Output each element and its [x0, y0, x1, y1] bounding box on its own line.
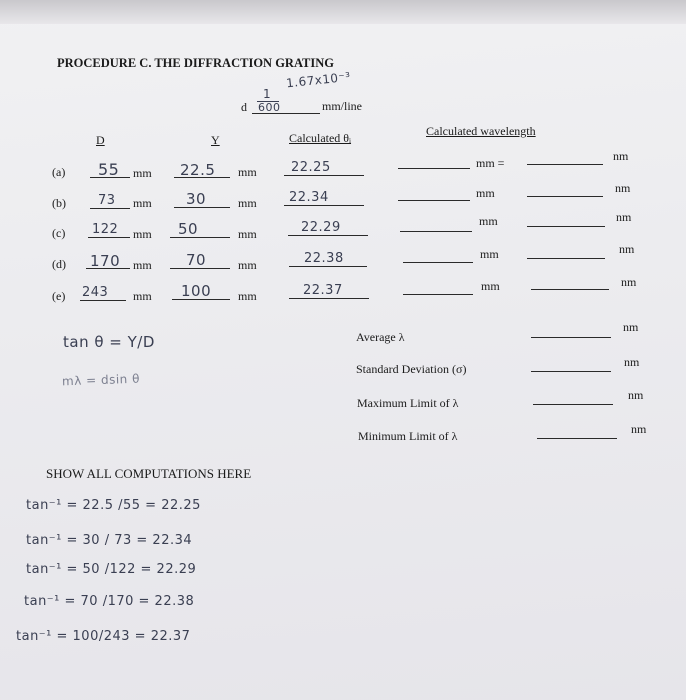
d-denominator: 600: [258, 101, 281, 114]
row-y-line: [174, 207, 230, 208]
row-mm-line: [403, 294, 473, 295]
row-d-value: 122: [92, 222, 119, 237]
row-d-line: [80, 300, 126, 301]
row-nm-unit: nm: [615, 181, 631, 195]
computations-heading: SHOW ALL COMPUTATIONS HERE: [46, 466, 252, 481]
row-mm-unit: mm =: [476, 156, 505, 170]
header-y: Y: [211, 133, 220, 147]
d-written-value: 1.67x10⁻³: [285, 69, 352, 91]
row-theta-value: 22.34: [289, 190, 329, 205]
row-d-unit: mm: [133, 196, 152, 210]
row-y-unit: mm: [238, 289, 257, 303]
row-label: (d): [52, 257, 66, 271]
row-d-value: 55: [98, 160, 120, 179]
row-d-line: [86, 268, 130, 269]
computation-line: tan⁻¹ = 50 /122 = 22.29: [26, 562, 197, 577]
row-y-value: 100: [181, 282, 212, 300]
stat-line: [533, 404, 613, 405]
row-label: (e): [52, 289, 66, 303]
row-nm-unit: nm: [613, 149, 629, 163]
row-y-unit: mm: [238, 258, 257, 272]
row-d-line: [90, 177, 130, 178]
row-nm-line: [527, 164, 603, 165]
row-nm-unit: nm: [621, 275, 637, 289]
row-d-unit: mm: [133, 166, 152, 180]
row-mm-line: [398, 200, 470, 201]
row-label: (a): [52, 165, 66, 179]
computation-line: tan⁻¹ = 100/243 = 22.37: [16, 629, 191, 644]
row-mm-line: [403, 262, 473, 263]
row-mm-unit: mm: [476, 186, 495, 200]
stat-label: Standard Deviation (σ): [356, 362, 467, 376]
row-y-value: 70: [186, 251, 207, 269]
stat-line: [531, 371, 611, 372]
row-nm-line: [527, 226, 605, 227]
row-d-value: 243: [82, 285, 109, 300]
stat-line: [531, 337, 611, 338]
row-theta-line: [284, 175, 364, 176]
row-mm-line: [400, 231, 472, 232]
row-theta-value: 22.38: [304, 251, 344, 266]
stat-label: Minimum Limit of λ: [358, 429, 458, 443]
d-numerator: 1: [263, 87, 272, 101]
row-nm-line: [527, 258, 605, 259]
row-y-line: [170, 237, 230, 238]
computation-line: tan⁻¹ = 70 /170 = 22.38: [24, 594, 195, 609]
stat-label: Average λ: [356, 330, 405, 344]
d-unit: mm/line: [322, 99, 362, 113]
tan-formula-note: tan θ = Y/D: [63, 333, 155, 351]
row-y-value: 30: [186, 190, 207, 208]
header-wavelength: Calculated wavelength: [426, 124, 536, 138]
header-d: D: [96, 133, 105, 147]
grating-equation-note: mλ = dsin θ: [61, 371, 141, 389]
row-d-unit: mm: [133, 258, 152, 272]
row-d-unit: mm: [133, 289, 152, 303]
row-nm-unit: nm: [619, 242, 635, 256]
row-theta-line: [289, 266, 367, 267]
d-label: d: [241, 100, 247, 114]
stat-unit: nm: [624, 355, 640, 369]
row-mm-line: [398, 168, 470, 169]
row-nm-unit: nm: [616, 210, 632, 224]
stat-line: [537, 438, 617, 439]
stat-unit: nm: [628, 388, 644, 402]
row-theta-value: 22.29: [301, 220, 341, 235]
computation-line: tan⁻¹ = 30 / 73 = 22.34: [26, 533, 193, 548]
row-y-value: 22.5: [180, 161, 216, 179]
row-mm-unit: mm: [479, 214, 498, 228]
header-theta: Calculated θᵢ: [289, 131, 352, 145]
row-label: (c): [52, 226, 66, 240]
stat-unit: nm: [623, 320, 639, 334]
page-top-shadow: [0, 0, 686, 24]
row-y-unit: mm: [238, 165, 257, 179]
row-theta-line: [288, 235, 368, 236]
d-blank-line: [252, 113, 320, 114]
row-mm-unit: mm: [480, 247, 499, 261]
row-d-unit: mm: [133, 227, 152, 241]
row-theta-value: 22.25: [291, 160, 331, 175]
row-y-line: [174, 177, 230, 178]
row-d-line: [88, 237, 130, 238]
row-d-value: 170: [90, 252, 121, 270]
row-theta-line: [284, 205, 364, 206]
procedure-title: PROCEDURE C. THE DIFFRACTION GRATING: [57, 56, 334, 70]
row-nm-line: [527, 196, 603, 197]
stat-unit: nm: [631, 422, 647, 436]
row-d-value: 73: [98, 193, 116, 208]
row-y-line: [170, 268, 230, 269]
row-theta-value: 22.37: [303, 283, 343, 298]
row-y-unit: mm: [238, 227, 257, 241]
computation-line: tan⁻¹ = 22.5 /55 = 22.25: [26, 498, 201, 513]
row-y-line: [172, 299, 230, 300]
row-y-value: 50: [178, 220, 199, 238]
row-d-line: [90, 208, 130, 209]
row-theta-line: [289, 298, 369, 299]
row-label: (b): [52, 196, 66, 210]
row-mm-unit: mm: [481, 279, 500, 293]
stat-label: Maximum Limit of λ: [357, 396, 459, 410]
row-nm-line: [531, 289, 609, 290]
row-y-unit: mm: [238, 196, 257, 210]
